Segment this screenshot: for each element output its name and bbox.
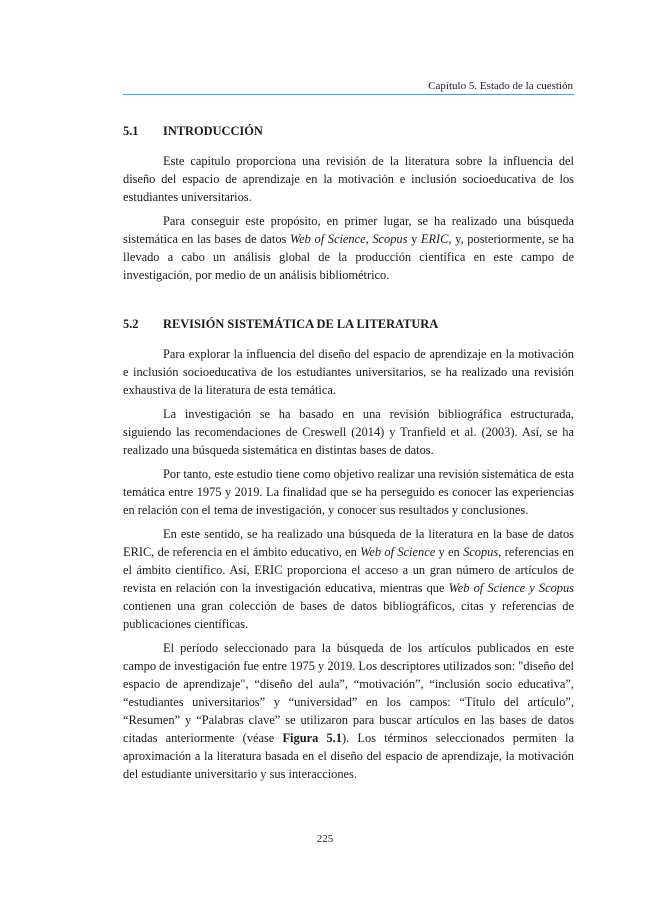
- paragraph: [123, 212, 574, 284]
- text-run: En este sentido, se ha realizado una búsqueda de la literatura en la base de datos ERIC, de referencia en el ámbito educativo, en: [123, 527, 574, 559]
- paragraph: [123, 152, 574, 206]
- text-run: Para conseguir este propósito, en primer lugar, se ha realizado una búsqueda sistemática en las bases de datos: [123, 214, 574, 246]
- italic-text: Web of Science y Scopus: [448, 581, 575, 595]
- page-body: [123, 122, 574, 789]
- section-number: 5.2: [123, 317, 139, 331]
- section-heading: [123, 315, 574, 333]
- section-title: INTRODUCCIÓN: [163, 124, 263, 138]
- section-title: REVISIÓN SISTEMÁTICA DE LA LITERATURA: [163, 317, 439, 331]
- text-run: Para explorar la influencia del diseño del espacio de aprendizaje en la motivación e inclusión socioeducativa de los estudiantes universitarios, se ha realizado una revisión exhaustiva de la literatura de esta temática.: [123, 347, 574, 397]
- italic-text: Web of Science: [360, 545, 436, 559]
- text-run: ). Los términos seleccionados permiten la aproximación a la literatura basada en el diseño del espacio de aprendizaje, la motivación del estudiante universitario y sus interacciones.: [123, 731, 574, 781]
- italic-text: ERIC: [420, 232, 449, 246]
- text-run: Este capítulo proporciona una revisión de la literatura sobre la influencia del diseño del espacio de aprendizaje en la motivación e inclusión socioeducativa de los estudiantes universitarios.: [123, 154, 574, 204]
- running-header: Capítulo 5. Estado de la cuestión: [428, 80, 573, 92]
- text-run: contienen una gran colección de bases de datos bibliográficos, citas y referencias de publicaciones científicas.: [123, 599, 574, 631]
- italic-text: Web of Science, Scopus: [290, 232, 408, 246]
- text-run: , y, posteriormente, se ha llevado a cabo un análisis global de la producción científica en este campo de investigación, por medio de un análisis bibliométrico.: [123, 232, 575, 282]
- page-number: 225: [316, 833, 334, 845]
- header-rule: [123, 94, 574, 95]
- section-introduction: [123, 122, 574, 284]
- text-run: y: [407, 232, 421, 246]
- text-run: La investigación se ha basado en una revisión bibliográfica estructurada, siguiendo las recomendaciones de Creswell (2014) y Tranfield et al. (2003). Así, se ha realizado una búsqueda sistemática en distintas bases de datos.: [123, 407, 574, 457]
- paragraph: [123, 525, 574, 633]
- paragraph: [123, 345, 574, 399]
- section-heading: [123, 122, 574, 140]
- text-run: El período seleccionado para la búsqueda de los artículos publicados en este campo de investigación fue entre 1975 y 2019. Los descriptores utilizados son: "diseño del espacio de aprendizaje", “diseño del aula”, “motivación”, “inclusión socio educativa”, “estudiantes universitarios” y “universidad” en los campos: “Título del artículo”, “Resumen” y “Palabras clave” se utilizaron para buscar artículos en las bases de datos citadas anteriormente (véase: [123, 641, 574, 745]
- paragraph: [123, 465, 574, 519]
- section-systematic-review: [123, 315, 574, 783]
- italic-text: Scopus: [463, 545, 499, 559]
- paragraph: [123, 639, 574, 783]
- bold-text: Figura 5.1: [282, 731, 342, 745]
- text-run: Por tanto, este estudio tiene como objetivo realizar una revisión sistemática de esta temática entre 1975 y 2019. La finalidad que se ha perseguido es conocer las experiencias en relación con el tema de investigación, y conocer sus resultados y conclusiones.: [123, 467, 574, 517]
- text-run: , referencias en el ámbito científico. Así, ERIC proporciona el acceso a un gran número de artículos de revista en relación con la investigación educativa, mientras que: [123, 545, 574, 595]
- paragraph: [123, 405, 574, 459]
- section-number: 5.1: [123, 124, 139, 138]
- text-run: y en: [435, 545, 464, 559]
